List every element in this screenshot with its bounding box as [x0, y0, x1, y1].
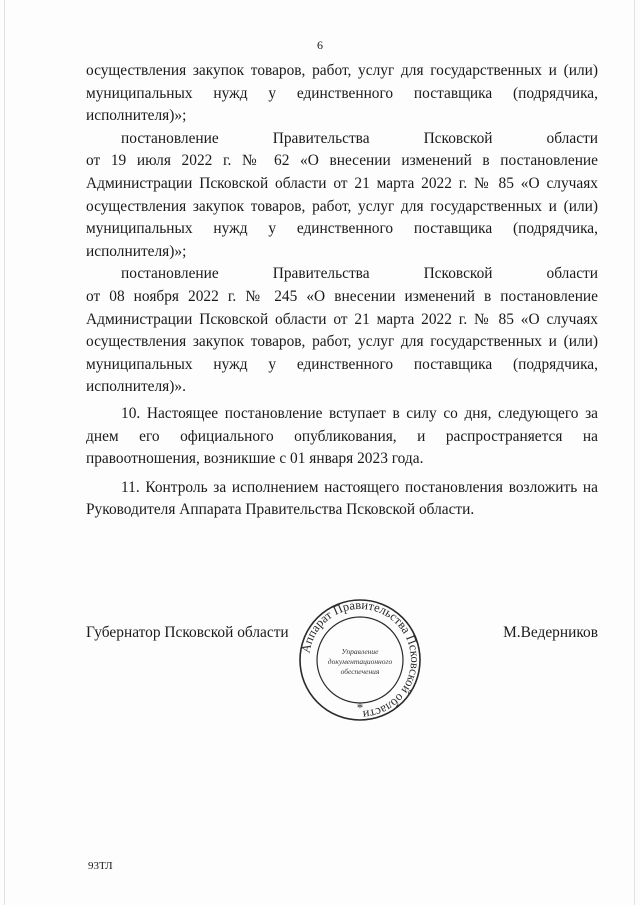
seal-inner-line-2: документационного	[327, 657, 393, 666]
paragraph-2-body: от 19 июля 2022 г. № 62 «О внесении изменений в постановление Администрации Псковской области от 21 марта 2022 г. № 85 «О случаях осуществления закупок товаров, работ, услуг для государственных и (или) муниципальных нужд у единственного поставщика (подрядчика, исполнителя)»;	[86, 152, 598, 260]
seal-star-icon: *	[356, 700, 364, 715]
scan-edge-left	[4, 0, 5, 905]
paragraph-1: осуществления закупок товаров, работ, услуг для государственных и (или) муниципальных нужд у единственного поставщика (подрядчика, исполнителя)»;	[86, 62, 598, 125]
paragraph-item-10: 10. Настоящее постановление вступает в силу со дня, следующего за днем его официального опубликования, и распространяется на правоотношения, возникшие с 01 января 2023 года.	[86, 404, 598, 468]
scan-edge-right	[634, 0, 635, 905]
footer-code: 93ТЛ	[88, 860, 113, 872]
seal-inner-line-3: обеспечения	[340, 667, 380, 676]
signature-name: М.Ведерников	[503, 624, 598, 641]
paragraph-3-body: от 08 ноября 2022 г. № 245 «О внесении изменений в постановление Администрации Псковской области от 21 марта 2022 г. № 85 «О случаях осуществления закупок товаров, работ, услуг для государственных и (или) муниципальных нужд у единственного поставщика (подрядчика, исполнителя)».	[86, 287, 598, 396]
paragraph-2	[86, 128, 598, 264]
official-seal-stamp	[298, 598, 422, 722]
seal-inner-line-1: Управление	[341, 647, 379, 656]
signature-role: Губернатор Псковской области	[86, 624, 289, 641]
document-body	[86, 60, 598, 522]
paragraph-3-heading-line: постановление Правительства Псковской области	[121, 265, 598, 283]
paragraph-2-heading-line: постановление Правительства Псковской области	[121, 129, 598, 147]
paragraph-item-11: 11. Контроль за исполнением настоящего постановления возложить на Руководителя Аппарата Правительства Псковской области.	[86, 478, 598, 519]
seal-outer-text: Аппарат Правительства Псковской области	[298, 598, 422, 722]
page-number: 6	[317, 38, 323, 52]
paragraph-3	[86, 263, 598, 399]
